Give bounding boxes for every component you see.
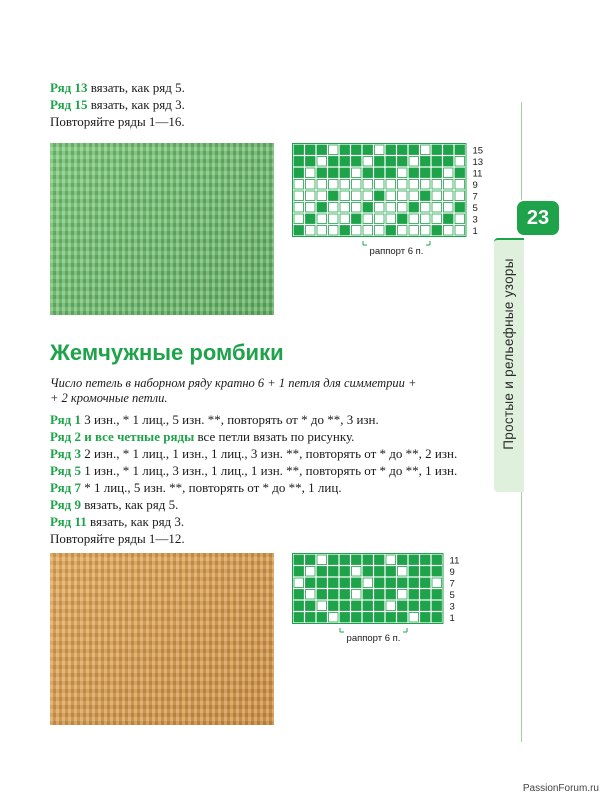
chart-cell-filled — [294, 613, 304, 623]
chart-cell-empty — [363, 180, 373, 190]
chart-cell-filled — [306, 157, 316, 167]
chart-cell-filled — [294, 145, 304, 155]
chart-cell-empty — [352, 168, 362, 178]
rapport-label: раппорт 6 п. — [369, 246, 424, 257]
chart-cell-empty — [340, 191, 350, 201]
chart-cell-filled — [455, 145, 465, 155]
chart-cell-filled — [329, 555, 339, 565]
chart-cell-filled — [317, 613, 327, 623]
chart-cell-empty — [340, 180, 350, 190]
row-label: Ряд 1 — [50, 412, 81, 427]
knitting-chart-2 — [292, 553, 504, 659]
section-title: Жемчужные ромбики — [50, 340, 284, 365]
chart-cell-filled — [306, 214, 316, 224]
row-text: * 1 лиц., 5 изн. **, повторять от * до **, 1 лиц. — [80, 480, 342, 495]
sidebar-line-top — [521, 102, 522, 200]
chart-cell-filled — [352, 145, 362, 155]
chart-cell-empty — [409, 191, 419, 201]
chart-cell-filled — [421, 555, 431, 565]
chart-cell-empty — [409, 613, 419, 623]
row-text: 2 изн., * 1 лиц., 1 изн., 1 лиц., 3 изн. **, повторять от * до **, 2 изн. — [80, 446, 458, 461]
chart-cell-filled — [398, 157, 408, 167]
chart-cell-empty — [352, 203, 362, 213]
chart-cell-empty — [409, 180, 419, 190]
chart-cell-filled — [398, 578, 408, 588]
chart-cell-filled — [306, 578, 316, 588]
row-text: 1 изн., * 1 лиц., 3 изн., 1 лиц., 1 изн. **, повторять от * до **, 1 изн. — [80, 463, 458, 478]
chart-cell-filled — [352, 601, 362, 611]
row-label: Ряд 3 — [50, 446, 81, 461]
chart-cell-filled — [340, 601, 350, 611]
chart-cell-empty — [455, 191, 465, 201]
chart-cell-filled — [363, 590, 373, 600]
chart-cell-empty — [409, 226, 419, 236]
chart-cell-filled — [375, 578, 385, 588]
chart-cell-empty — [409, 214, 419, 224]
chart-cell-empty — [306, 226, 316, 236]
row-number-label: 11 — [449, 555, 460, 567]
chart-cell-empty — [317, 555, 327, 565]
chart-cell-empty — [444, 191, 454, 201]
chart-grid — [292, 143, 527, 267]
row-label: Ряд 15 — [50, 97, 88, 112]
chart-cell-filled — [432, 601, 442, 611]
chart-cell-empty — [432, 203, 442, 213]
chart-cell-filled — [386, 567, 396, 577]
row-number-label: 7 — [449, 578, 455, 590]
row-number-label: 7 — [472, 191, 478, 203]
row-text: все петли вязать по рисунку. — [194, 429, 355, 444]
chart-cell-empty — [329, 203, 339, 213]
rapport-bracket — [363, 241, 430, 245]
chart-cell-filled — [306, 613, 316, 623]
chart-cell-filled — [386, 613, 396, 623]
chart-cell-filled — [421, 157, 431, 167]
chart-cell-filled — [294, 555, 304, 565]
instruction-row — [50, 480, 342, 497]
chart-cell-filled — [317, 168, 327, 178]
chart-cell-filled — [317, 578, 327, 588]
chart-cell-filled — [421, 613, 431, 623]
chart-cell-filled — [294, 157, 304, 167]
chart-cell-filled — [294, 168, 304, 178]
row-label: Ряд 13 — [50, 80, 88, 95]
section-tab-label: Простые и рельефные узоры — [501, 258, 516, 450]
row-number-label: 9 — [472, 180, 478, 191]
instruction-row — [50, 531, 185, 548]
chart-cell-empty — [317, 157, 327, 167]
chart-cell-empty — [352, 191, 362, 201]
chart-cell-filled — [432, 157, 442, 167]
chart-cell-filled — [317, 145, 327, 155]
chart-cell-empty — [329, 226, 339, 236]
chart-cell-filled — [421, 578, 431, 588]
chart-cell-empty — [398, 180, 408, 190]
row-label: Ряд 2 и все четные ряды — [50, 429, 195, 444]
chart-cell-empty — [421, 203, 431, 213]
chart-cell-empty — [317, 180, 327, 190]
chart-cell-empty — [444, 226, 454, 236]
chart-cell-filled — [352, 157, 362, 167]
chart-cell-empty — [409, 157, 419, 167]
chart-cell-empty — [421, 226, 431, 236]
chart-cell-empty — [306, 203, 316, 213]
chart-cell-empty — [375, 203, 385, 213]
chart-cell-filled — [375, 590, 385, 600]
chart-cell-filled — [409, 567, 419, 577]
row-13-line — [50, 80, 185, 97]
chart-cell-filled — [375, 601, 385, 611]
row-text: вязать, как ряд 3. — [87, 97, 185, 112]
chart-cell-filled — [317, 590, 327, 600]
chart-cell-filled — [421, 590, 431, 600]
chart-cell-filled — [294, 601, 304, 611]
chart-cell-filled — [386, 590, 396, 600]
chart-cell-empty — [455, 157, 465, 167]
row-text: вязать, как ряд 3. — [86, 514, 185, 529]
chart-cell-empty — [294, 214, 304, 224]
chart-cell-empty — [375, 180, 385, 190]
repeat-line — [50, 114, 185, 131]
chart-cell-empty — [375, 145, 385, 155]
knitting-chart-1 — [292, 143, 527, 272]
chart-cell-empty — [352, 567, 362, 577]
chart-cell-empty — [363, 157, 373, 167]
row-label: Ряд 9 — [50, 497, 81, 512]
chart-cell-filled — [432, 168, 442, 178]
chart-cell-filled — [386, 578, 396, 588]
instruction-row — [50, 446, 457, 463]
chart-cell-filled — [340, 590, 350, 600]
chart-cell-empty — [398, 567, 408, 577]
chart-cell-empty — [294, 191, 304, 201]
chart-cell-empty — [398, 226, 408, 236]
chart-cell-filled — [340, 567, 350, 577]
chart-cell-empty — [352, 180, 362, 190]
chart-cell-filled — [421, 191, 431, 201]
chart-cell-filled — [363, 613, 373, 623]
chart-cell-empty — [386, 191, 396, 201]
chart-cell-filled — [340, 555, 350, 565]
chart-cell-filled — [432, 613, 442, 623]
chart-cell-filled — [455, 168, 465, 178]
chart-cell-filled — [444, 214, 454, 224]
chart-cell-filled — [352, 555, 362, 565]
chart-cell-filled — [340, 578, 350, 588]
chart-cell-filled — [409, 145, 419, 155]
row-label: Ряд 11 — [50, 514, 87, 529]
chart-cell-filled — [432, 590, 442, 600]
chart-cell-empty — [294, 203, 304, 213]
chart-cell-empty — [294, 578, 304, 588]
chart-cell-filled — [317, 203, 327, 213]
chart-cell-filled — [329, 567, 339, 577]
chart-cell-empty — [352, 590, 362, 600]
chart-cell-empty — [317, 226, 327, 236]
chart-cell-empty — [317, 601, 327, 611]
chart-cell-empty — [398, 590, 408, 600]
chart-cell-filled — [363, 203, 373, 213]
chart-cell-empty — [363, 214, 373, 224]
row-number-label: 5 — [472, 203, 478, 214]
row-15-line — [50, 97, 185, 114]
chart-cell-empty — [340, 203, 350, 213]
chart-cell-empty — [386, 214, 396, 224]
chart-cell-filled — [306, 601, 316, 611]
chart-cell-filled — [329, 578, 339, 588]
chart-cell-empty — [306, 191, 316, 201]
chart-cell-filled — [294, 567, 304, 577]
chart-cell-empty — [432, 214, 442, 224]
chart-cell-empty — [455, 180, 465, 190]
chart-cell-empty — [444, 203, 454, 213]
row-number-label: 5 — [449, 590, 455, 601]
chart-cell-filled — [409, 203, 419, 213]
chart-cell-empty — [317, 191, 327, 201]
chart-cell-filled — [352, 613, 362, 623]
chart-cell-filled — [386, 145, 396, 155]
chart-cell-filled — [363, 168, 373, 178]
row-text: Повторяйте ряды 1—16. — [50, 114, 185, 129]
row-number-label: 1 — [449, 613, 455, 624]
knit-sample-orange-photo — [50, 553, 274, 725]
chart-cell-empty — [386, 180, 396, 190]
chart-grid — [292, 553, 504, 654]
chart-cell-empty — [329, 613, 339, 623]
chart-cell-filled — [363, 145, 373, 155]
chart-cell-filled — [432, 555, 442, 565]
chart-cell-filled — [409, 578, 419, 588]
row-label: Ряд 5 — [50, 463, 81, 478]
row-text: Повторяйте ряды 1—12. — [50, 531, 185, 546]
chart-cell-empty — [386, 601, 396, 611]
chart-cell-filled — [363, 567, 373, 577]
chart-cell-filled — [455, 203, 465, 213]
chart-cell-filled — [340, 226, 350, 236]
chart-cell-filled — [363, 555, 373, 565]
chart-cell-empty — [444, 168, 454, 178]
chart-cell-filled — [386, 168, 396, 178]
row-label: Ряд 7 — [50, 480, 81, 495]
chart-cell-empty — [329, 145, 339, 155]
chart-cell-empty — [386, 555, 396, 565]
chart-cell-filled — [340, 145, 350, 155]
chart-cell-filled — [340, 157, 350, 167]
chart-cell-filled — [375, 168, 385, 178]
chart-cell-filled — [375, 157, 385, 167]
chart-cell-empty — [432, 191, 442, 201]
sidebar-line-bottom — [521, 492, 522, 742]
chart-cell-empty — [421, 180, 431, 190]
chart-cell-filled — [329, 168, 339, 178]
chart-cell-filled — [444, 145, 454, 155]
chart-cell-empty — [375, 226, 385, 236]
row-number-label: 11 — [472, 168, 483, 180]
chart-cell-empty — [306, 168, 316, 178]
chart-cell-filled — [409, 168, 419, 178]
row-number-label: 13 — [472, 157, 484, 168]
instruction-row — [50, 497, 178, 514]
chart-cell-empty — [421, 214, 431, 224]
chart-cell-filled — [421, 601, 431, 611]
chart-cell-empty — [363, 578, 373, 588]
chart-cell-filled — [340, 168, 350, 178]
chart-cell-empty — [306, 180, 316, 190]
chart-cell-empty — [444, 180, 454, 190]
chart-cell-filled — [375, 191, 385, 201]
chart-cell-filled — [375, 567, 385, 577]
chart-cell-empty — [432, 578, 442, 588]
chart-cell-filled — [432, 226, 442, 236]
rapport-bracket — [340, 628, 407, 632]
row-number-label: 9 — [449, 567, 455, 578]
chart-cell-filled — [329, 590, 339, 600]
knit-sample-green-photo — [50, 143, 274, 315]
chart-cell-filled — [317, 567, 327, 577]
chart-cell-filled — [432, 145, 442, 155]
chart-cell-filled — [329, 601, 339, 611]
page-number: 23 — [517, 201, 559, 235]
chart-cell-empty — [386, 203, 396, 213]
chart-cell-empty — [398, 203, 408, 213]
chart-cell-filled — [421, 567, 431, 577]
chart-cell-filled — [398, 555, 408, 565]
row-number-label: 3 — [449, 601, 455, 613]
chart-cell-filled — [398, 214, 408, 224]
chart-cell-filled — [375, 555, 385, 565]
chart-cell-filled — [386, 157, 396, 167]
instruction-row — [50, 514, 184, 531]
instruction-row — [50, 412, 379, 429]
chart-cell-filled — [294, 590, 304, 600]
chart-cell-empty — [455, 226, 465, 236]
row-text: вязать, как ряд 5. — [87, 80, 185, 95]
row-number-label: 3 — [472, 214, 478, 226]
chart-cell-empty — [375, 214, 385, 224]
chart-cell-filled — [363, 601, 373, 611]
chart-cell-empty — [398, 191, 408, 201]
chart-cell-filled — [409, 555, 419, 565]
chart-cell-empty — [306, 590, 316, 600]
chart-cell-filled — [352, 214, 362, 224]
watermark: PassionForum.ru — [522, 783, 599, 794]
chart-cell-empty — [352, 226, 362, 236]
chart-cell-filled — [352, 578, 362, 588]
chart-cell-filled — [398, 145, 408, 155]
chart-cell-empty — [294, 180, 304, 190]
chart-cell-filled — [329, 191, 339, 201]
row-number-label: 1 — [472, 226, 478, 237]
rapport-label: раппорт 6 п. — [346, 633, 401, 644]
chart-cell-empty — [455, 214, 465, 224]
chart-cell-empty — [363, 226, 373, 236]
chart-cell-filled — [444, 157, 454, 167]
chart-cell-empty — [340, 214, 350, 224]
chart-cell-empty — [329, 180, 339, 190]
chart-cell-filled — [306, 145, 316, 155]
chart-cell-filled — [398, 613, 408, 623]
chart-cell-empty — [306, 567, 316, 577]
chart-cell-empty — [329, 214, 339, 224]
chart-cell-empty — [317, 214, 327, 224]
chart-cell-empty — [432, 180, 442, 190]
chart-cell-filled — [329, 157, 339, 167]
chart-cell-filled — [421, 168, 431, 178]
chart-cell-filled — [294, 226, 304, 236]
chart-cell-filled — [340, 613, 350, 623]
row-text: вязать, как ряд 5. — [80, 497, 179, 512]
chart-cell-filled — [375, 613, 385, 623]
chart-cell-filled — [409, 590, 419, 600]
intro-line-1: Число петель в наборном ряду кратно 6 + 1 петля для симметрии + — [50, 376, 417, 390]
row-number-label: 15 — [472, 145, 484, 157]
chart-cell-filled — [306, 555, 316, 565]
intro-line-2: + 2 кромочные петли. — [50, 391, 168, 405]
row-text: 3 изн., * 1 лиц., 5 изн. **, повторять от * до **, 3 изн. — [80, 412, 379, 427]
chart-cell-empty — [363, 191, 373, 201]
chart-cell-filled — [432, 567, 442, 577]
instruction-row — [50, 463, 457, 480]
chart-cell-filled — [398, 601, 408, 611]
chart-cell-empty — [421, 145, 431, 155]
chart-cell-filled — [386, 226, 396, 236]
chart-cell-empty — [398, 168, 408, 178]
chart-cell-filled — [409, 601, 419, 611]
instruction-row — [50, 429, 354, 446]
